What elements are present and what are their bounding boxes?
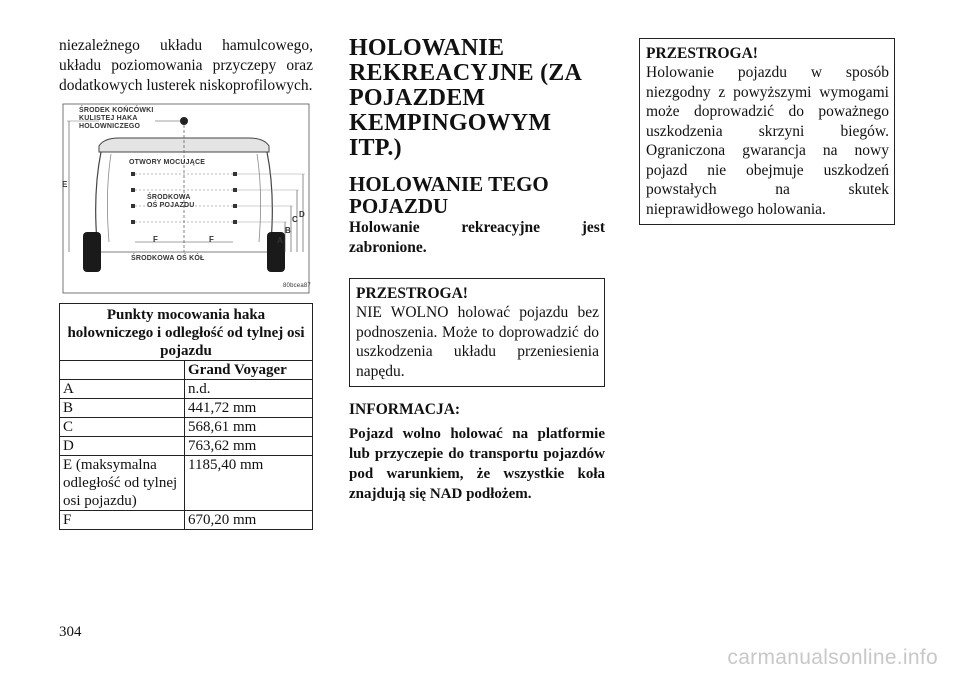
- row-value: 1185,40 mm: [185, 456, 313, 511]
- section-subheading: HOLOWANIE TEGO POJAZDU: [349, 172, 549, 218]
- table-row: [60, 437, 313, 456]
- tow-ball-marker: [180, 117, 188, 125]
- row-value: n.d.: [185, 380, 313, 399]
- left-wheel: [83, 232, 101, 272]
- info-body: Pojazd wolno holować na platformie lub przyczepie do transportu pojazdów pod warunkiem, że wszystkie koła znajdują się NAD podłożem.: [349, 426, 605, 502]
- table-row: [60, 418, 313, 437]
- hitch-diagram: [59, 102, 313, 295]
- row-label: D: [60, 437, 185, 456]
- row-value: 670,20 mm: [185, 511, 313, 530]
- letter-f-right: F: [209, 235, 214, 244]
- watermark: carmanualsonline.info: [727, 646, 938, 669]
- right-column: [639, 38, 895, 225]
- label-rear-axle: ŚRODKOWA OŚ KÓŁ: [131, 255, 205, 262]
- intro-text: niezależnego układu hamulcowego, układu poziomowania przyczepy oraz dodatkowych lusterek niskoprofilowych.: [59, 37, 313, 94]
- letter-c: C: [292, 215, 298, 224]
- row-label: C: [60, 418, 185, 437]
- letter-a: A: [277, 236, 283, 245]
- warning-title: PRZESTROGA!: [646, 45, 758, 62]
- row-value: 441,72 mm: [185, 399, 313, 418]
- hitch-spec-table: [59, 303, 313, 530]
- left-column: [59, 36, 313, 530]
- table-row: [60, 511, 313, 530]
- table-row: [60, 456, 313, 511]
- section-heading: HOLOWANIE REKREACYJNE (ZA POJAZDEM KEMPINGOWYM ITP.): [349, 35, 581, 161]
- row-label: E (maksymalna odległość od tylnej osi pojazdu): [60, 456, 185, 511]
- letter-b: B: [285, 226, 291, 235]
- diagram-code: 80bcea87: [283, 283, 311, 289]
- middle-column: [349, 36, 605, 504]
- warning-box-transmission: [639, 38, 895, 225]
- label-vehicle-center: ŚRODKOWA OŚ POJAZDU: [147, 194, 195, 209]
- table-model-header: Grand Voyager: [185, 361, 313, 380]
- row-label: B: [60, 399, 185, 418]
- table-row: [60, 380, 313, 399]
- row-label: F: [60, 511, 185, 530]
- label-mounting-holes: OTWORY MOCUJĄCE: [129, 159, 206, 166]
- letter-e: E: [62, 180, 68, 189]
- letter-d: D: [299, 210, 305, 219]
- row-value: 568,61 mm: [185, 418, 313, 437]
- warning-box-lift: [349, 278, 605, 387]
- label-tow-ball-center: ŚRODEK KOŃCÓWKI KULISTEJ HAKA HOLOWNICZEGO: [79, 107, 154, 130]
- warning-body: NIE WOLNO holować pojazdu bez podnoszenia. Może to doprowadzić do uszkodzenia układu przeniesienia napędu.: [356, 304, 599, 380]
- table-header-empty: [60, 361, 185, 380]
- warning-body: Holowanie pojazdu w sposób niezgodny z powyższymi wymogami może doprowadzić do poważnego uszkodzenia skrzyni biegów. Ograniczona gwarancja na nowy pojazd nie obejmuje uszkodzeń powstałych na skutek nieprawidłowego holowania.: [646, 64, 889, 218]
- row-label: A: [60, 380, 185, 399]
- warning-title: PRZESTROGA!: [356, 285, 468, 302]
- table-row: [60, 399, 313, 418]
- page-number: 304: [59, 624, 82, 640]
- info-title: INFORMACJA:: [349, 401, 461, 418]
- table-title: Punkty mocowania haka holowniczego i odległość od tylnej osi pojazdu: [60, 304, 313, 361]
- letter-f-left: F: [153, 235, 158, 244]
- row-value: 763,62 mm: [185, 437, 313, 456]
- towing-prohibited-text: Holowanie rekreacyjne jest zabronione.: [349, 219, 605, 256]
